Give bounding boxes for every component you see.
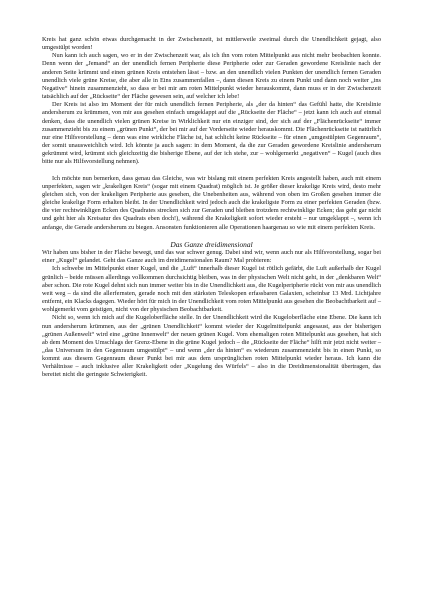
paragraph: Kreis hat ganz schön etwas durchgemacht in der Zwischenzeit, ist mittlerweile zweimal durch die Unendlichkeit gejagt, also umgestülpt worden!	[42, 36, 381, 52]
section-heading: Das Ganze dreidimensional	[170, 239, 253, 249]
paragraph-gap	[42, 167, 381, 175]
paragraph: Der Kreis ist also im Moment der für mich unendlich fernen Peripherie, als „der da hinten“ das Gefühl hatte, die Kreislinie andersherum zu krümmen, von mir aus gesehen einfach umgeklappt auf die „Rückseite der Fläche“ – jetzt kann ich auch auf einmal denken, dass die unendlich vielen grünen Kreise in Wirklichkeit nur ein einziger sind, der sich auf der „Flächenrückseite“ immer zusammenzieht bis zu einem „grünen Punkt“, der bei mir auf der Vorderseite wieder herauskommt. Die Flächenrückseite ist natürlich nur eine Hilfsvorstellung – denn was eine wirkliche Fläche ist, hat schlicht keine Rückseite – für einen „umgestülpten Gegenraum“, der somit unausweichlich wird. Ich könnte ja auch sagen: in dem Moment, da die zur Geraden gewordene Kreislinie andersherum gekrümmt wird, krümmt sich gleichzeitig die bisherige Ebene, auf der ich stehe, zur – wohlgemerkt „negativen“ – Kugel (auch dies bitte nur als Hilfsvorstellung nehmen).	[42, 101, 381, 166]
section	[42, 240, 381, 380]
paragraph: Wir haben uns bisher in der Fläche bewegt, und das war schwer genug. Dabei sind wir, wenn auch nur als Hilfsvorstellung, sogar bei einer „Kugel“ gelandet. Geht das Ganze auch im dreidimensionalen Raum? Mal probieren:	[42, 249, 381, 265]
paragraph: Ich möchte nun bemerken, dass genau das Gleiche, was wir bislang mit einem perfekten Kreis angestellt haben, auch mit einem unperfekten, sagen wir „krakeligen Kreis“ (sogar mit einem Quadrat) möglich ist. Je größer dieser krakelige Kreis wird, desto mehr gleichen sich, von der krakeligen Peripherie aus gesehen, die Unebenheiten aus, während von oben im Großen gesehen immer die gleiche krakelige Form erhalten bleibt. In der Unendlichkeit wird jedoch auch die krakeligste Form zu einer perfekten Geraden (bzw. die vier rechtwinkligen Ecken des Quadrates strecken sich zur Geraden und bleiben trotzdem rechtwinklige Ecken; das geht gar nicht und geht hier als Kreisatur des Quadrats eben doch!), während die Krakeligkeit sofort wieder ersteht – nur umgeklappt –, wenn ich anfange, die Gerade andersherum zu biegen. Ansonsten funktionieren alle Operationen haargenau so wie mit einem perfekten Kreis.	[42, 174, 381, 231]
paragraph: Ich schwebe im Mittelpunkt einer Kugel, und die „Luft“ innerhalb dieser Kugel ist rötlich gefärbt, die Luft außerhalb der Kugel grünlich – beide müssen allerdings vollkommen durchsichtig bleiben, was in der physischen Welt nicht geht, in der „denkbaren Welt“ aber schon. Die rote Kugel dehnt sich nun immer weiter bis in die Unendlichkeit aus, die Kugelperipherie rückt von mir aus unendlich weit weg – da sind die allerfernsten, gerade noch mit den stärksten Teleskopen erfassbaren Galaxien, scheinbar 13 Mrd. Lichtjahre entfernt, ein Klacks dagegen. Wieder hört für mich in der Unendlichkeit vom roten Mittelpunkt aus gesehen die Beobachtbarkeit auf – wohlgemerkt vom geistigen, nicht von der physischen Beobachtbarkeit.	[42, 265, 381, 314]
paragraph: Nun kann ich auch sagen, wo er in der Zwischenzeit war, als ich ihn vom roten Mittelpunkt aus nicht mehr beobachten konnte. Denn wenn der „Jemand“ an der unendlich fernen Peripherie diese Peripherie oder zur Geraden gewordene Kreislinie nach der anderen Seite krümmt und einen grünen Kreis entstehen lässt – bzw. an den unendlich vielen Punkten der unendlich fernen Geraden unendlich viele grüne Kreise, die aber alle in Eins zusammenfallen –, dann diesen Kreis zu einem Punkt und dann noch weiter „ins Negative“ hinein zusammenzieht, so dass er bei mir am roten Mittelpunkt wieder herauskommt, dann muss er in der Zwischenzeit tatsächlich auf der „Rückseite“ der Fläche gewesen sein, auf welcher ich lebe!	[42, 52, 381, 101]
paragraph: Nicht so, wenn ich mich auf die Kugeloberfläche stelle. In der Unendlichkeit wird die Kugeloberfläche eine Ebene. Die kann ich nun andersherum krümmen, aus der „grünen Unendlichkeit“ kommt wieder der Kugelmittelpunkt angesaust, aus der bisherigen „grünen Außenwelt“ wird eine „grüne Innenwelt“ der neuen grünen Kugel. Vom ehemaligen roten Mittelpunkt aus gesehen, hat sich ab dem Moment des Umschlags der Grenz-Ebene in die grüne Kugel jedoch – die „Rückseite der Fläche“ hilft mir jetzt nicht weiter – „das Universum in den Gegenraum umgestülpt“ – und wenn „der da hinten“ es wiederum zusammenzieht bis in einen Punkt, so kommt aus diesem Gegenraum dieser Punkt bei mir aus dem ursprünglichen roten Mittelpunkt wieder heraus. Ich kann die Verhältnisse – auch inklusive aller Krakeligkeit oder „Kugelung des Würfels“ – also in die Dreidimensionalität übertragen, das bereitet nicht die geringste Schwierigkeit.	[42, 314, 381, 379]
